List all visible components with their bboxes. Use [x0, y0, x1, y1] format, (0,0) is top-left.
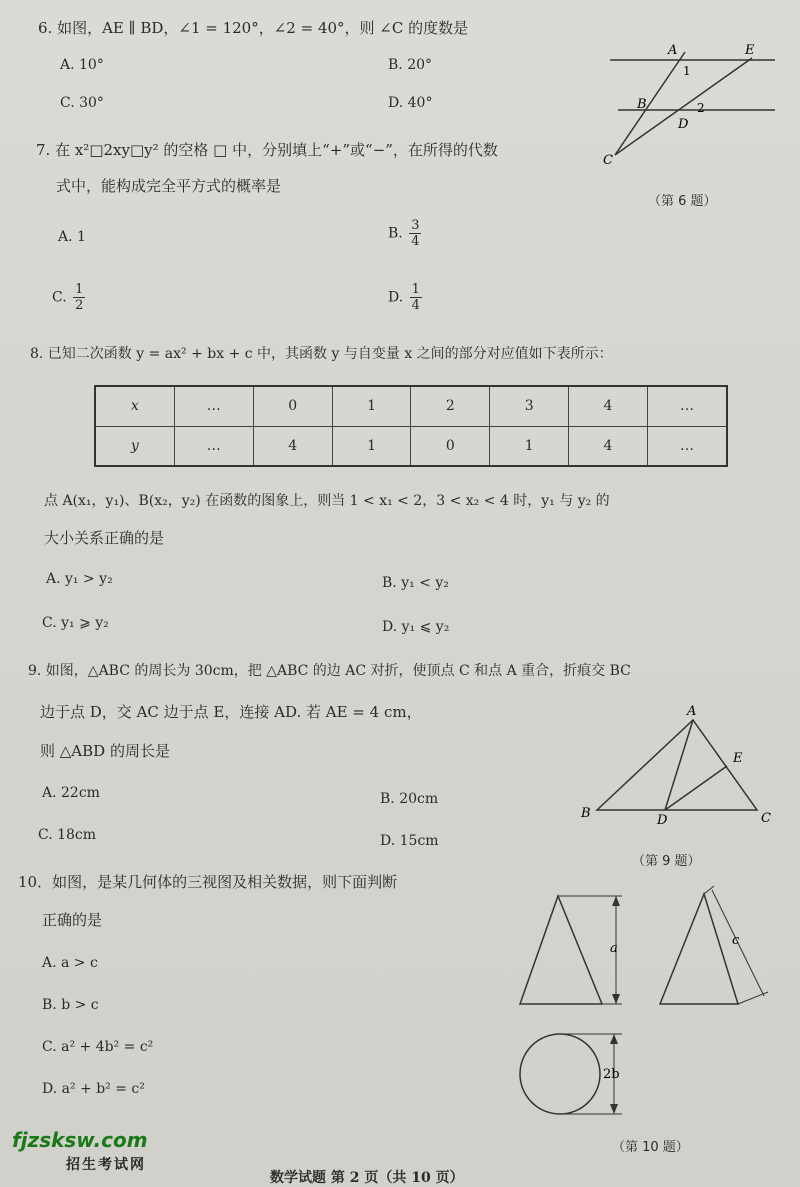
q6-label-d: D — [678, 117, 689, 132]
site-watermark-name: 招生考试网 — [66, 1157, 146, 1173]
q8-option-b: B. y₁ < y₂ — [382, 575, 449, 591]
q10-option-b: B. b > c — [42, 997, 99, 1013]
q10-option-c: C. a² + 4b² = c² — [42, 1039, 154, 1055]
q9-figure — [575, 700, 785, 830]
table-cell: … — [647, 386, 727, 426]
q10-option-a: A. a > c — [42, 955, 98, 971]
q10-line1: 10．如图，是某几何体的三视图及相关数据，则下面判断 — [18, 873, 398, 891]
q9-label-d: D — [657, 813, 668, 828]
q6-label-b: B — [637, 97, 647, 112]
page-footer: 数学试题 第 2 页（共 10 页） — [270, 1170, 464, 1186]
q6-caption: （第 6 题） — [648, 194, 717, 209]
table-cell: 1 — [490, 426, 569, 466]
q8-line1: 点 A(x₁，y₁)、B(x₂，y₂) 在函数的图象上，则当 1 < x₁ < 2，3 < x₂ < 4 时，y₁ 与 y₂ 的 — [44, 493, 610, 509]
q7-option-b-num: 3 — [411, 218, 420, 233]
site-watermark-logo: fjzsksw.com — [12, 1128, 148, 1152]
q9-label-e: E — [733, 751, 743, 766]
q8-option-c: C. y₁ ⩾ y₂ — [42, 615, 109, 631]
q10-figure — [510, 882, 790, 1122]
q8-stem: 8. 已知二次函数 y = ax² + bx + c 中，其函数 y 与自变量 x 之间的部分对应值如下表所示： — [30, 346, 613, 362]
table-cell: 4 — [253, 426, 332, 466]
q9-label-b: B — [581, 806, 591, 821]
table-cell: … — [647, 426, 727, 466]
q9-label-a: A — [687, 704, 697, 719]
table-cell: 2 — [411, 386, 490, 426]
q7-option-c-fraction — [73, 282, 85, 313]
q7-option-d-num: 1 — [411, 282, 420, 297]
table-cell: 4 — [569, 426, 648, 466]
q7-option-c — [52, 282, 85, 313]
q6-option-b: B. 20° — [388, 57, 433, 73]
q7-option-c-num: 1 — [75, 282, 84, 297]
q6-label-e: E — [745, 43, 755, 58]
q8-option-d: D. y₁ ⩽ y₂ — [382, 619, 450, 635]
q10-option-d: D. a² + b² = c² — [42, 1081, 145, 1097]
q9-caption: （第 9 题） — [632, 854, 701, 869]
q7-option-b-fraction — [409, 218, 421, 249]
q10-label-a: a — [610, 941, 618, 956]
q9-option-c: C. 18cm — [38, 827, 97, 843]
q7-option-b-prefix: B. — [388, 225, 403, 242]
q10-label-c: c — [732, 933, 740, 948]
q7-option-b-den: 4 — [411, 234, 420, 249]
q9-option-a: A. 22cm — [42, 785, 100, 801]
q6-label-1: 1 — [683, 64, 691, 78]
q9-line1: 9. 如图，△ABC 的周长为 30cm，把 △ABC 的边 AC 对折，使顶点 C 和点 A 重合，折痕交 BC — [28, 663, 631, 679]
q6-label-a: A — [668, 43, 678, 58]
q10-line2: 正确的是 — [42, 911, 103, 929]
q8-option-a: A. y₁ > y₂ — [46, 571, 113, 587]
q7-stem-line2: 式中，能构成完全平方式的概率是 — [56, 177, 282, 195]
table-cell: y — [95, 426, 174, 466]
q9-line2: 边于点 D，交 AC 边于点 E，连接 AD. 若 AE = 4 cm， — [40, 703, 422, 721]
q6-option-a: A. 10° — [60, 57, 104, 73]
q9-option-d: D. 15cm — [380, 833, 439, 849]
q7-option-d-den: 4 — [411, 298, 420, 313]
q7-option-b — [388, 218, 421, 249]
table-cell: 0 — [253, 386, 332, 426]
table-cell: x — [95, 386, 174, 426]
q6-figure — [600, 30, 785, 170]
q6-label-c: C — [603, 153, 613, 168]
table-cell: … — [174, 386, 253, 426]
q7-option-d-prefix: D. — [388, 289, 404, 306]
q7-option-d-fraction — [410, 282, 422, 313]
q6-option-d: D. 40° — [388, 95, 433, 111]
q9-line3: 则 △ABD 的周长是 — [40, 742, 170, 760]
q7-option-c-den: 2 — [75, 298, 84, 313]
q7-option-c-prefix: C. — [52, 289, 67, 306]
q6-stem: 6. 如图，AE ∥ BD，∠1 = 120°，∠2 = 40°，则 ∠C 的度数是 — [38, 19, 469, 37]
q8-line2: 大小关系正确的是 — [44, 529, 165, 547]
table-cell: … — [174, 426, 253, 466]
table-cell: 0 — [411, 426, 490, 466]
q8-row-y — [95, 426, 727, 466]
q7-stem-line1: 7. 在 x²□2xy□y² 的空格 □ 中，分别填上“+”或“−”，在所得的代数 — [36, 141, 498, 159]
q8-row-x — [95, 386, 727, 426]
q8-value-table — [94, 385, 728, 467]
q6-option-c: C. 30° — [60, 95, 104, 111]
q6-label-2: 2 — [697, 101, 705, 115]
table-cell: 1 — [332, 426, 411, 466]
q10-label-2b: 2b — [603, 1067, 620, 1082]
table-cell: 4 — [569, 386, 648, 426]
q7-option-a: A. 1 — [58, 229, 86, 245]
q7-option-d — [388, 282, 422, 313]
q9-option-b: B. 20cm — [380, 791, 439, 807]
q10-caption: （第 10 题） — [612, 1140, 689, 1155]
q9-label-c: C — [761, 811, 771, 826]
table-cell: 3 — [490, 386, 569, 426]
table-cell: 1 — [332, 386, 411, 426]
